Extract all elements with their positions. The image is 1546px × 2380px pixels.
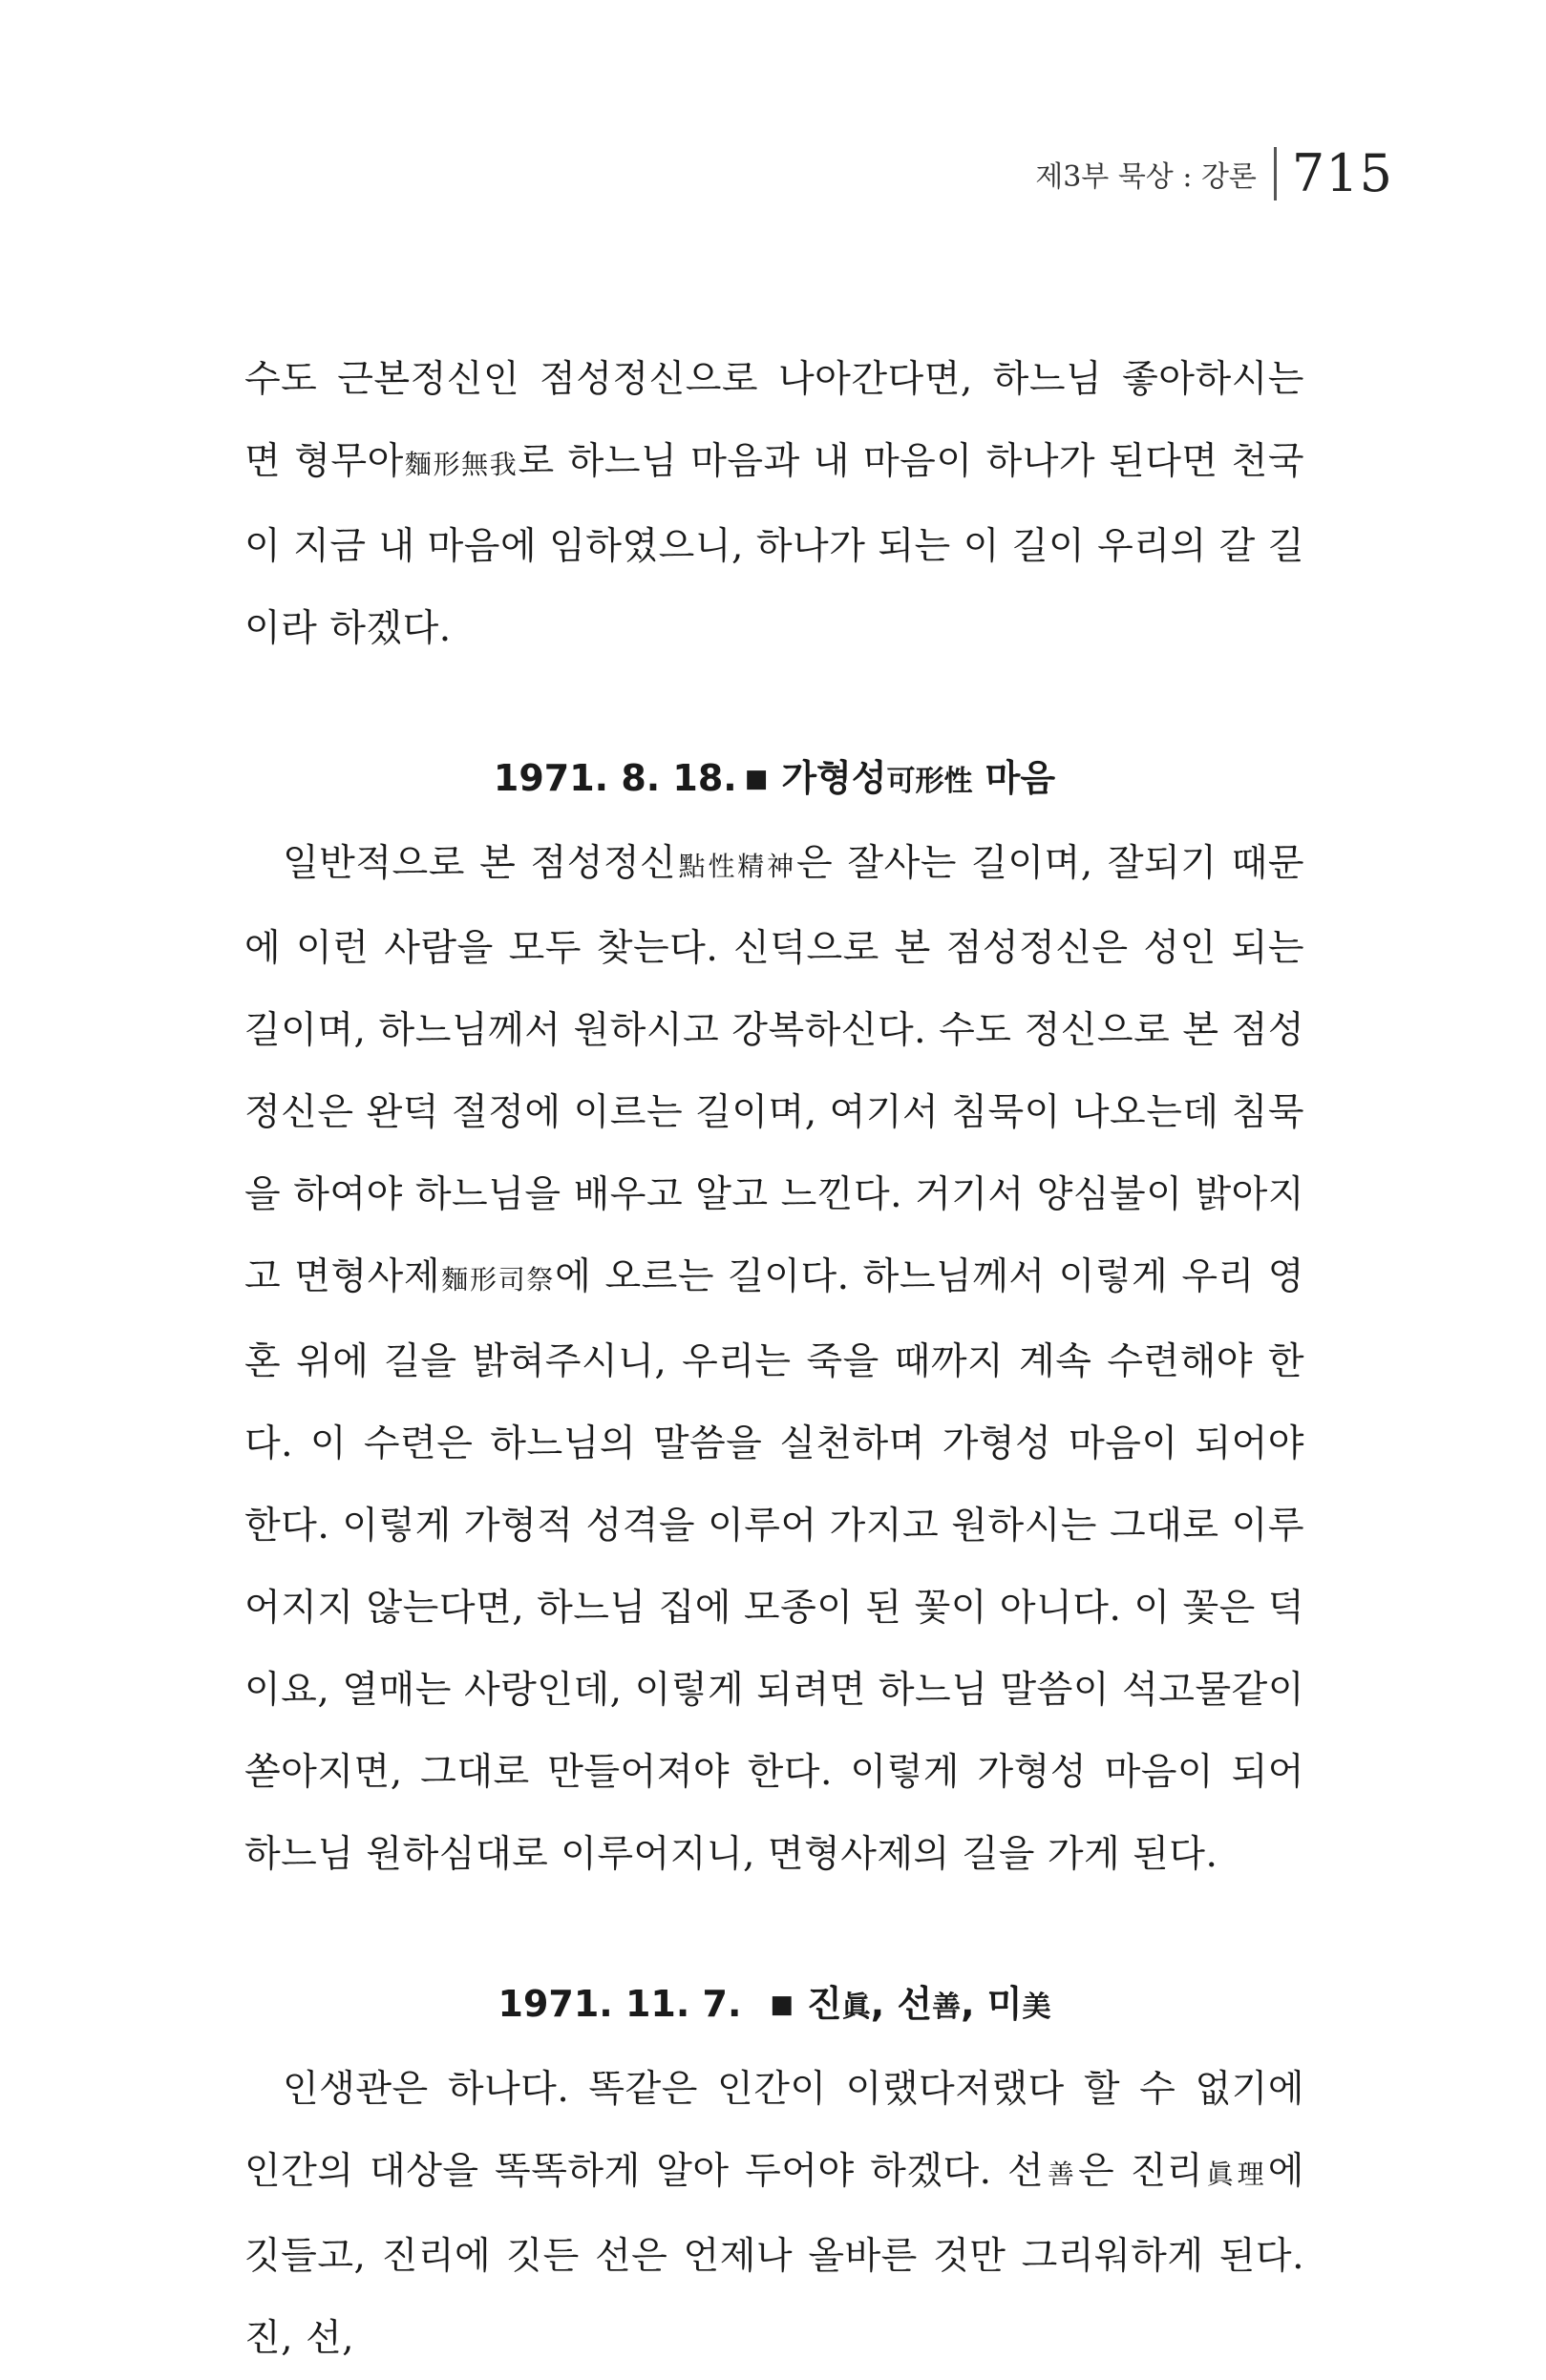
header-divider <box>1274 147 1277 200</box>
hanja-gloss: 點性精神 <box>676 851 797 882</box>
entry-title: 가형성 <box>781 757 887 799</box>
hanja-gloss: 麵形無我 <box>403 449 519 480</box>
hanja-gloss: 眞 <box>841 1990 871 2024</box>
text-run: 수도 근본정신인 점성정신으로 나아간다면, 하느님 좋아하시는 면 <box>244 358 1304 483</box>
paragraph-intro <box>244 339 1304 670</box>
entry-title: , 미 <box>961 1983 1023 2025</box>
running-header <box>1035 143 1393 203</box>
paragraph-gahyeongseong <box>244 823 1304 1896</box>
hanja-gloss: 善 <box>932 1990 962 2024</box>
section-title: 제3부 묵상 : 강론 <box>1035 159 1257 194</box>
text-run: 에 오르는 길이다. 하느님께서 이렇게 우리 영혼 위에 길을 밝혀주시니, 우리는 죽을 때까지 계속 수련해야 한다. 이 수련은 하느님의 말씀을 실천하며 가형성 마음이 되어야 한다. 이렇게 가형적 성격을 이루어 가지고 원하시는 그대로 이루어지지 않는다면, 하느님 집에 모종이 된 꽃이 아니다. 이 꽃은 덕이요, 열매는 사랑인데, 이렇게 되려면 하느님 말씀이 석고물같이 쏟아지면, 그대로 만들어져야 한다. 이렇게 가형성 마음이 되어 하느님 원하심대로 이루어지니, 면형사제의 길을 가게 된다. <box>244 1255 1304 1876</box>
text-run: 에 깃들고, 진리에 깃든 선은 언제나 올바른 것만 그리워하게 된다. 진, 선, <box>244 2150 1304 2360</box>
entry-date: 1971. 8. 18. <box>493 757 737 799</box>
hanja-gloss: 美 <box>1022 1990 1051 2024</box>
entry-heading-1971-11-7 <box>244 1963 1304 2049</box>
text-run: 은 잘사는 길이며, 잘되기 때문에 이런 사람을 모두 찾는다. 신덕으로 본 점성정신은 성인 되는 길이며, 하느님께서 원하시고 강복하신다. 수도 정신으로 본 점성정신은 완덕 절정에 이르는 길이며, 여기서 침묵이 나오는데 침묵을 하여야 하느님을 배우고 알고 느낀다. 거기서 양심불이 밝아지고 면형사제 <box>244 842 1304 1298</box>
text-run: 은 진리 <box>1077 2150 1203 2193</box>
entry-title: 진 <box>806 1983 842 2025</box>
text-run: 형무아 <box>294 440 404 483</box>
hanja-gloss: 善 <box>1044 2159 1078 2190</box>
section-spacer <box>244 1896 1304 1963</box>
entry-heading-1971-8-18 <box>244 737 1304 823</box>
section-spacer <box>244 670 1304 737</box>
square-bullet-icon: ■ <box>770 1990 794 2019</box>
text-run: 로 하느님 마음과 내 마음이 하나가 된다면 천국이 지금 내 마음에 임하였으니, 하나가 되는 이 길이 우리의 갈 길이라 하겠다. <box>244 440 1304 650</box>
entry-date: 1971. 11. 7. <box>498 1983 742 2025</box>
page-body <box>244 339 1304 2380</box>
page-number: 715 <box>1291 143 1393 203</box>
entry-title: , 선 <box>870 1983 933 2025</box>
square-bullet-icon: ■ <box>744 765 769 793</box>
text-run: 인생관은 하나다. 똑같은 인간이 이랬다저랬다 할 수 없기에 인간의 대상을 똑똑하게 알아 두어야 하겠다. 선 <box>244 2068 1304 2193</box>
text-run: 일반적으로 본 점성정신 <box>283 842 677 885</box>
hanja-gloss: 可形性 <box>886 765 973 798</box>
entry-title: 마음 <box>972 757 1056 799</box>
paragraph-truth-goodness-beauty <box>244 2049 1304 2380</box>
hanja-gloss: 麵形司祭 <box>440 1264 556 1295</box>
hanja-gloss: 眞理 <box>1202 2159 1268 2190</box>
